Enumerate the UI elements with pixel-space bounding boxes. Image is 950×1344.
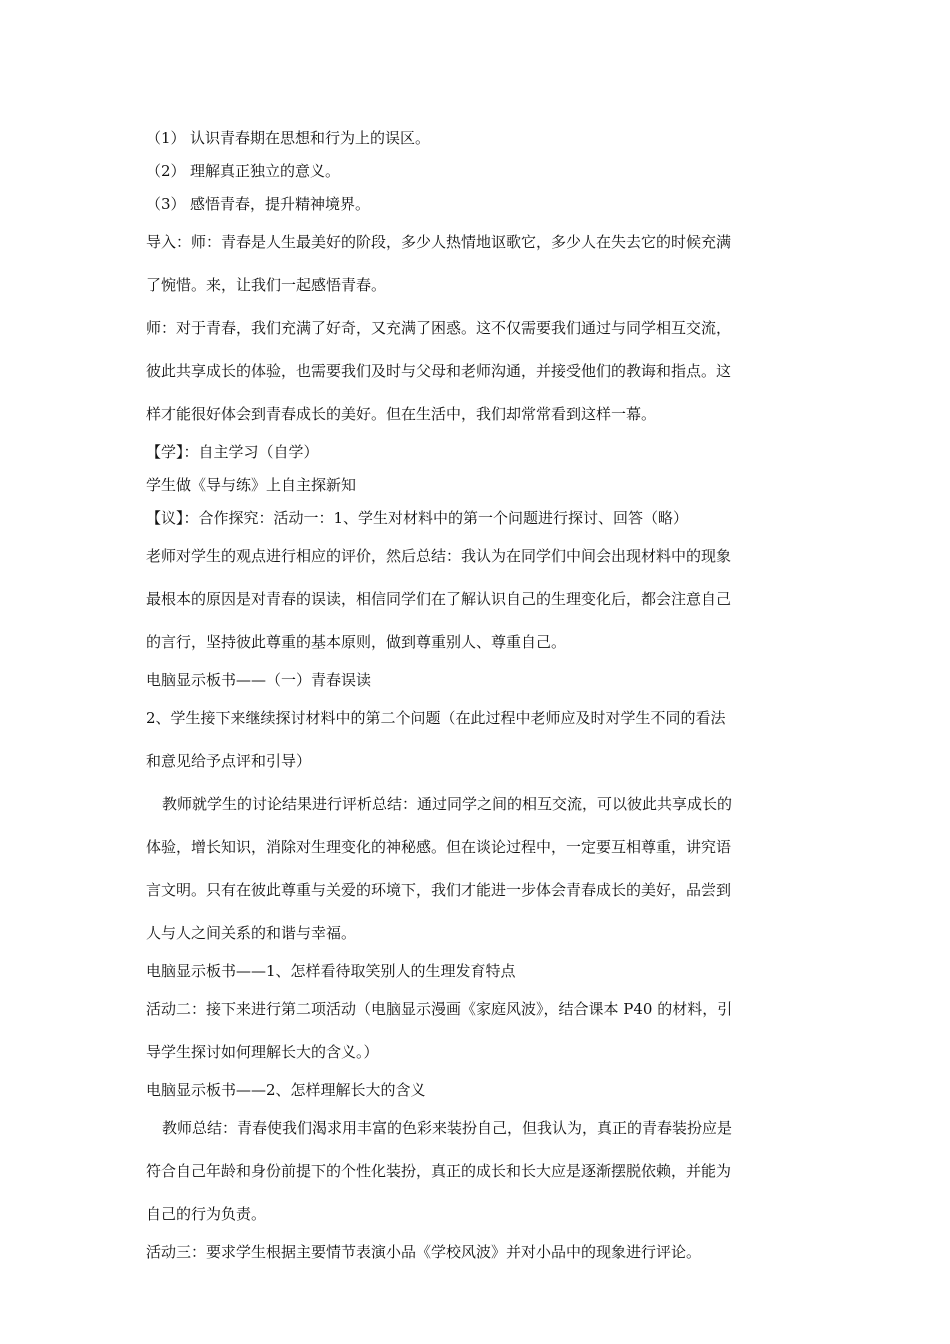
text-line: 自己的行为负责。 — [146, 1205, 267, 1223]
learn-heading: 【学】：自主学习（自学） — [146, 443, 319, 461]
objective-number: （1） — [146, 129, 186, 147]
objective-number: （2） — [146, 162, 186, 180]
text-line: 言文明。只有在彼此尊重与关爱的环境下，我们才能进一步体会青春成长的美好，品尝到 — [146, 881, 732, 899]
summary-paragraph-3 — [146, 1107, 810, 1236]
activity-3: 活动三：要求学生根据主要情节表演小品《学校风波》并对小品中的现象进行评论。 — [146, 1243, 702, 1261]
summary-paragraph-2 — [146, 783, 810, 955]
objective-item — [146, 155, 810, 188]
item-2-paragraph — [146, 697, 810, 783]
discuss-heading: 【议】：合作探究：活动一：1、学生对材料中的第一个问题进行探讨、回答（略） — [146, 509, 689, 527]
objectives-list — [146, 122, 810, 221]
intro-paragraph — [146, 221, 810, 307]
text-line: 活动二：接下来进行第二项活动（电脑显示漫画《家庭风波》，结合课本 P40 的材料，引 — [146, 1000, 733, 1018]
objective-number: （3） — [146, 195, 186, 213]
board-display-2: 电脑显示板书——1、怎样看待取笑别人的生理发育特点 — [146, 962, 516, 980]
text-line: 2、学生接下来继续探讨材料中的第二个问题（在此过程中老师应及时对学生不同的看法 — [146, 709, 726, 727]
learn-text: 学生做《导与练》上自主探新知 — [146, 476, 357, 494]
text-line: 样才能很好体会到青春成长的美好。但在生活中，我们却常常看到这样一幕。 — [146, 405, 657, 423]
text-line: 彼此共享成长的体验，也需要我们及时与父母和老师沟通，并接受他们的教诲和指点。这 — [146, 362, 732, 380]
objective-item — [146, 188, 810, 221]
text-line: 体验，增长知识，消除对生理变化的神秘感。但在谈论过程中，一定要互相尊重，讲究语 — [146, 838, 732, 856]
text-line: 导入：师：青春是人生最美好的阶段，多少人热情地讴歌它，多少人在失去它的时候充满 — [146, 233, 732, 251]
lesson-plan-body — [146, 122, 810, 1269]
text-line: 导学生探讨如何理解长大的含义。） — [146, 1043, 379, 1061]
text-line: 的言行，坚持彼此尊重的基本原则，做到尊重别人、尊重自己。 — [146, 633, 567, 651]
text-line: 符合自己年龄和身份前提下的个性化装扮，真正的成长和长大应是逐渐摆脱依赖，并能为 — [146, 1162, 732, 1180]
text-line: 师：对于青春，我们充满了好奇，又充满了困惑。这不仅需要我们通过与同学相互交流， — [146, 319, 732, 337]
objective-text: 理解真正独立的意义。 — [190, 162, 341, 180]
text-line: 人与人之间关系的和谐与幸福。 — [146, 924, 357, 942]
board-display-3: 电脑显示板书——2、怎样理解长大的含义 — [146, 1081, 426, 1099]
text-line: 老师对学生的观点进行相应的评价，然后总结：我认为在同学们中间会出现材料中的现象 — [146, 547, 732, 565]
text-line: 教师就学生的讨论结果进行评析总结：通过同学之间的相互交流，可以彼此共享成长的 — [162, 795, 733, 813]
objective-text: 认识青春期在思想和行为上的误区。 — [190, 129, 431, 147]
activity-2-paragraph — [146, 988, 810, 1074]
teacher-remark-paragraph — [146, 307, 810, 436]
text-line: 最根本的原因是对青春的误读，相信同学们在了解认识自己的生理变化后，都会注意自己 — [146, 590, 732, 608]
board-display-1: 电脑显示板书——（一）青春误读 — [146, 671, 372, 689]
objective-item — [146, 122, 810, 155]
text-line: 了惋惜。来，让我们一起感悟青春。 — [146, 276, 387, 294]
objective-text: 感悟青春，提升精神境界。 — [190, 195, 371, 213]
text-line: 和意见给予点评和引导） — [146, 752, 312, 770]
summary-paragraph-1 — [146, 535, 810, 664]
text-line: 教师总结：青春使我们渴求用丰富的色彩来装扮自己，但我认为，真正的青春装扮应是 — [162, 1119, 733, 1137]
